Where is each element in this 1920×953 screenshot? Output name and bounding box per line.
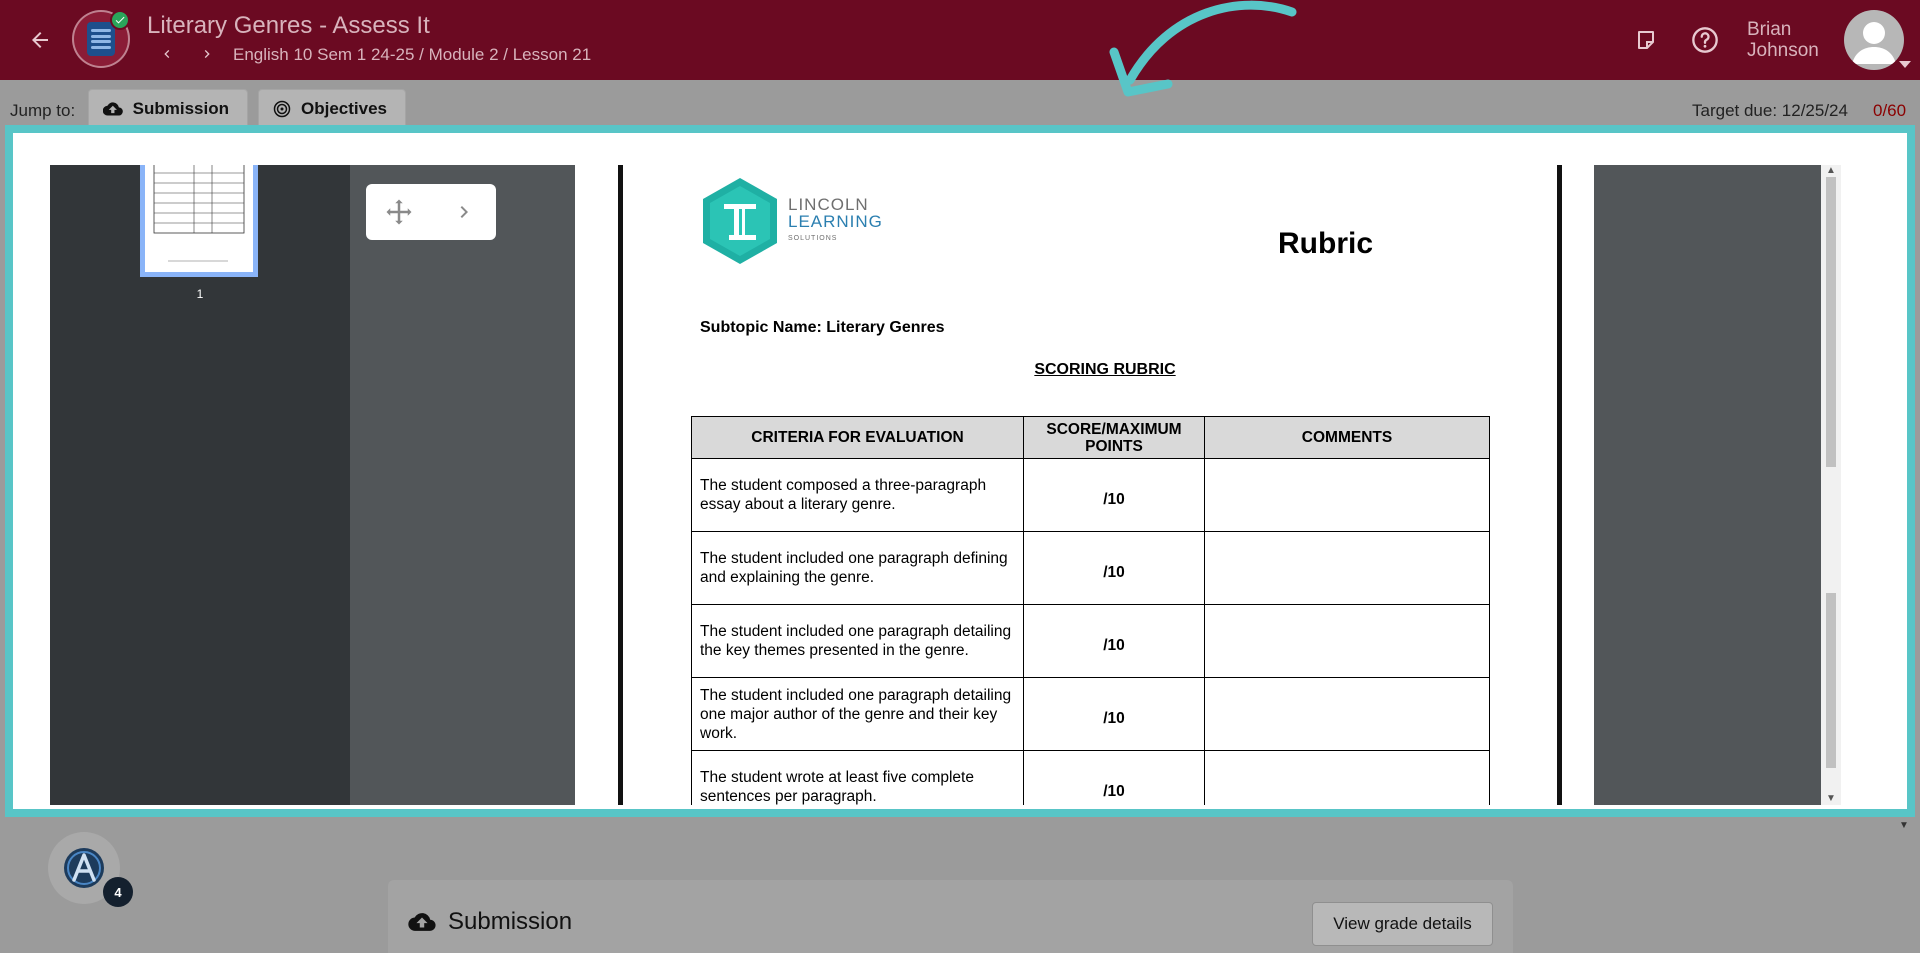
subtopic-name: Subtopic Name: Literary Genres (700, 319, 945, 336)
document-viewer (5, 125, 1915, 817)
submission-heading-label: Submission (448, 908, 573, 935)
column-header-comments: COMMENTS (1205, 417, 1490, 459)
notes-icon[interactable] (1632, 26, 1660, 54)
next-lesson-chevron-icon[interactable] (195, 42, 219, 66)
breadcrumb[interactable]: English 10 Sem 1 24-25 / Module 2 / Lesson 21 (233, 45, 592, 64)
cloud-upload-icon (408, 912, 436, 932)
comments-cell (1205, 459, 1490, 532)
move-arrows-icon[interactable] (379, 192, 419, 232)
criteria-cell: The student included one paragraph defining and explaining the genre. (692, 532, 1024, 605)
user-last-name: Johnson (1747, 40, 1819, 61)
jump-objectives-button[interactable] (258, 89, 406, 129)
user-name[interactable] (1747, 19, 1819, 61)
lincoln-learning-logo (700, 176, 883, 266)
comments-cell (1205, 678, 1490, 751)
document-page (618, 165, 1562, 805)
criteria-cell: The student included one paragraph detailing the key themes presented in the genre. (692, 605, 1024, 678)
user-first-name: Brian (1747, 19, 1792, 40)
page-thumbnail[interactable] (140, 165, 258, 277)
scroll-down-arrow-icon[interactable]: ▼ (1826, 793, 1836, 804)
assistant-notification-badge: 4 (103, 877, 133, 907)
table-row (692, 678, 1490, 751)
back-arrow-icon[interactable] (22, 22, 58, 58)
document-title: Rubric (1278, 227, 1374, 260)
scroll-up-arrow-icon[interactable]: ▲ (1826, 165, 1836, 176)
book-icon (87, 22, 115, 56)
rubric-table (691, 416, 1490, 805)
points-cell: /10 (1024, 459, 1205, 532)
table-header-row (692, 417, 1490, 459)
jump-submission-label: Submission (132, 99, 229, 118)
table-row (692, 751, 1490, 806)
target-icon (273, 99, 291, 119)
help-icon[interactable] (1690, 25, 1720, 55)
table-row (692, 605, 1490, 678)
viewer-right-gutter (1594, 165, 1821, 805)
previous-lesson-chevron-icon[interactable] (155, 42, 179, 66)
checkmark-icon (110, 10, 130, 30)
thumbnail-preview (148, 165, 250, 269)
criteria-cell: The student composed a three-paragraph essay about a literary genre. (692, 459, 1024, 532)
caret-down-icon[interactable] (1898, 58, 1912, 72)
thumbnail-page-number: 1 (196, 287, 204, 301)
comments-cell (1205, 751, 1490, 806)
avatar[interactable] (1844, 10, 1904, 70)
brand-line1: LINCOLN (788, 194, 869, 214)
points-cell: /10 (1024, 532, 1205, 605)
column-header-score: SCORE/MAXIMUM POINTS (1024, 417, 1205, 459)
brand-line2: LEARNING (788, 211, 883, 231)
cloud-upload-icon (103, 101, 123, 117)
document-scrollbar[interactable] (1821, 165, 1841, 805)
comments-cell (1205, 605, 1490, 678)
criteria-cell: The student included one paragraph detailing one major author of the genre and their key work. (692, 678, 1024, 751)
comments-cell (1205, 532, 1490, 605)
scrollbar-thumb-secondary[interactable] (1826, 593, 1836, 768)
table-row (692, 459, 1490, 532)
table-row (692, 532, 1490, 605)
view-grade-details-button[interactable]: View grade details (1312, 902, 1493, 946)
points-cell: /10 (1024, 605, 1205, 678)
viewer-tools-panel (350, 165, 575, 805)
page-title: Literary Genres - Assess It (147, 12, 430, 39)
user-silhouette-icon (1844, 10, 1904, 70)
scoring-rubric-heading: SCORING RUBRIC (1034, 361, 1176, 378)
submission-heading (408, 908, 572, 936)
score-counter: 0/60 (1873, 101, 1907, 120)
top-header (0, 0, 1920, 80)
jump-submission-button[interactable] (88, 89, 248, 129)
page-scroll-down-arrow-icon[interactable]: ▼ (1899, 820, 1909, 831)
column-header-criteria: CRITERIA FOR EVALUATION (692, 417, 1024, 459)
hexagon-logo-icon (700, 176, 780, 266)
submission-card (388, 880, 1513, 953)
annotation-curved-arrow-icon (1100, 0, 1320, 110)
course-app-logo[interactable] (72, 10, 130, 68)
points-cell: /10 (1024, 678, 1205, 751)
scrollbar-thumb[interactable] (1826, 177, 1836, 467)
points-cell: /10 (1024, 751, 1205, 806)
viewer-toolbar (366, 184, 496, 240)
target-due-date: Target due: 12/25/24 (1692, 101, 1848, 120)
jump-to-label: Jump to: (10, 101, 76, 120)
criteria-cell: The student wrote at least five complete sentences per paragraph. (692, 751, 1024, 806)
brand-line3: SOLUTIONS (788, 234, 838, 242)
assistant-logo-icon (62, 846, 106, 890)
chevron-right-icon[interactable] (444, 192, 484, 232)
thumbnail-panel[interactable] (50, 165, 350, 805)
jump-objectives-label: Objectives (301, 99, 387, 118)
